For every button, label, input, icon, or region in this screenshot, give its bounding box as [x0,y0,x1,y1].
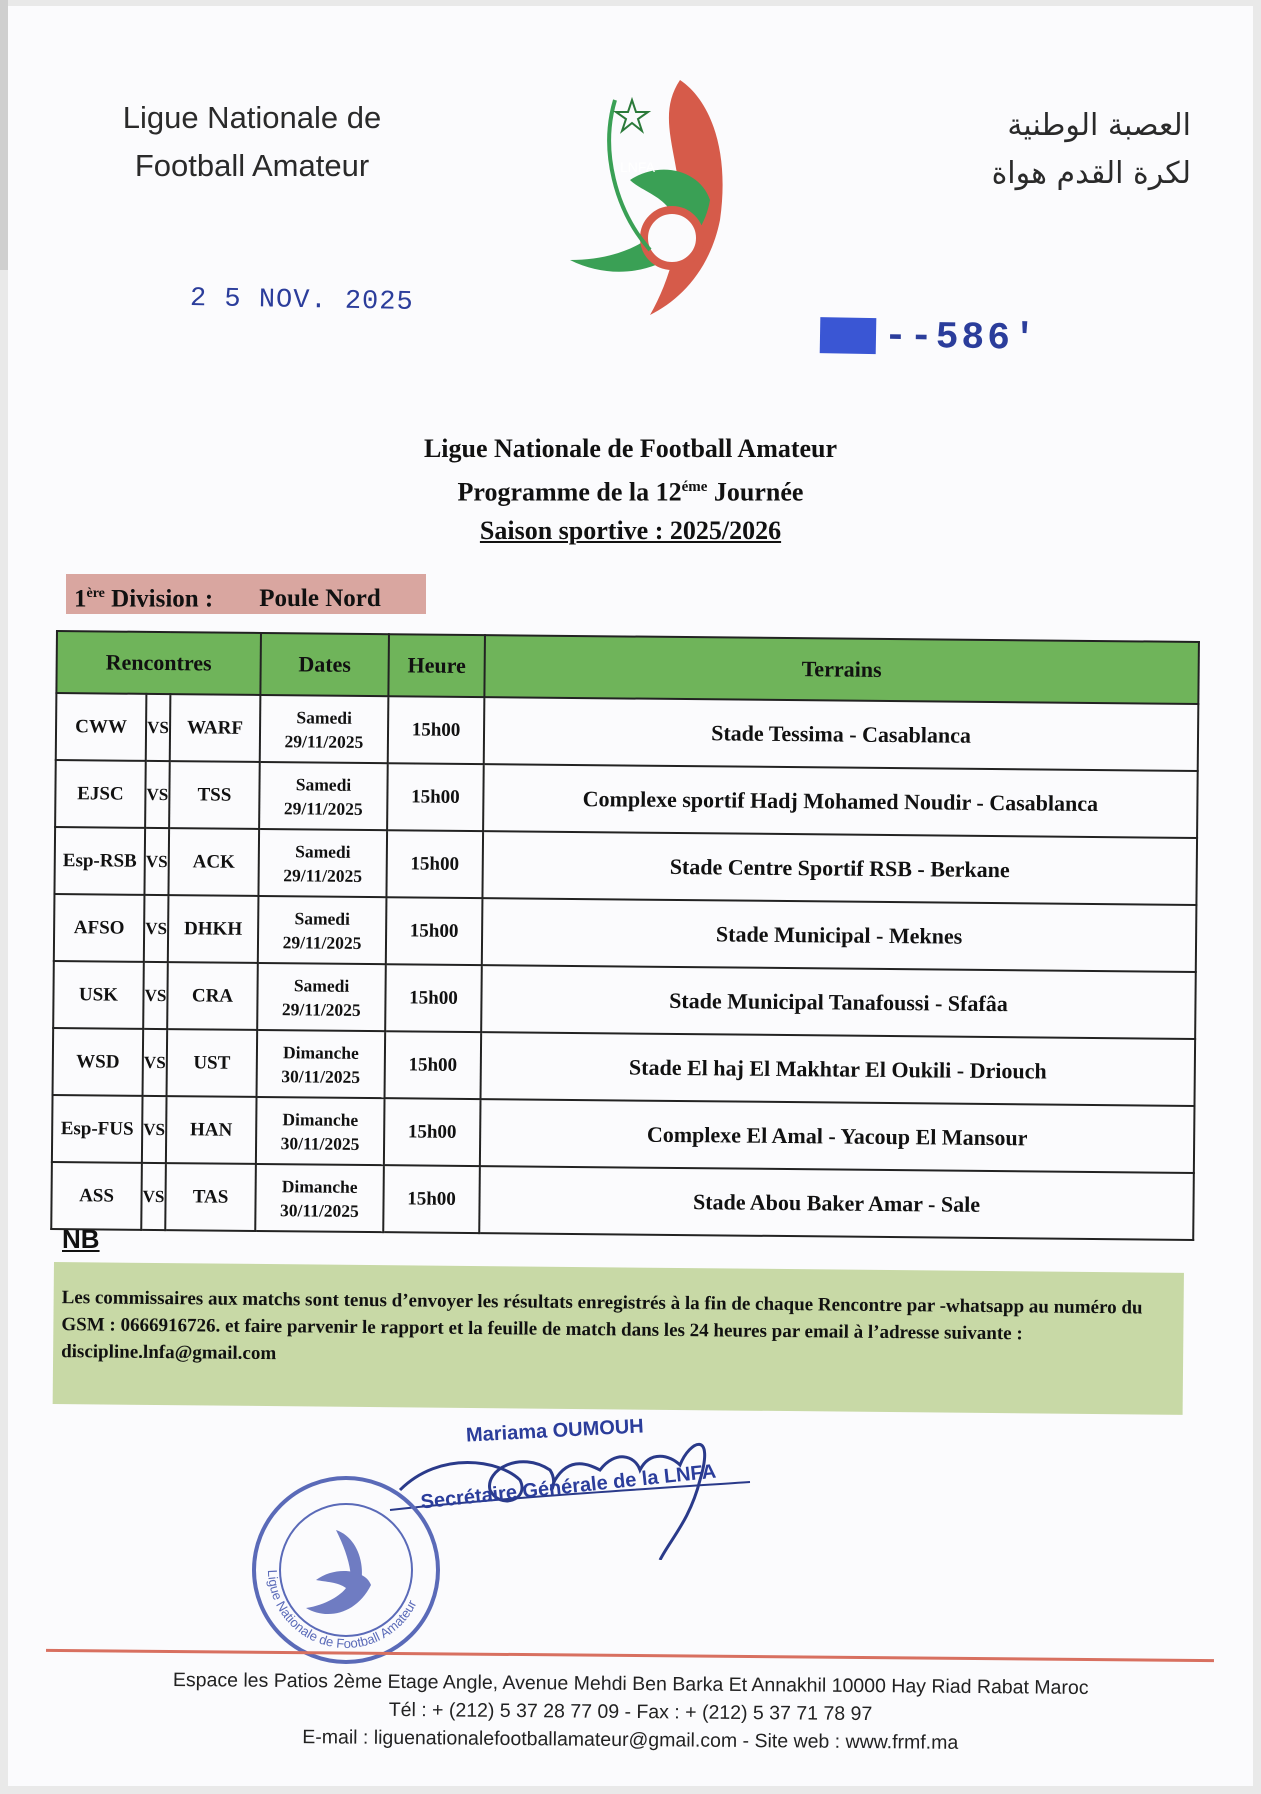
reference-number-text: --586' [883,315,1040,361]
document-title [0,430,1261,550]
match-date [259,762,388,830]
away-team: CRA [167,962,258,1030]
away-team: ACK [168,828,259,896]
match-date [255,1164,384,1232]
title-line1: Ligue Nationale de Football Amateur [423,434,838,463]
header-rencontres: Rencontres [56,631,261,695]
org-name-fr [92,94,412,190]
match-date-value: 30/11/2025 [281,1065,361,1087]
footer [0,1664,1261,1759]
table-row [52,1095,1195,1173]
title-line2-sup: éme [681,479,708,495]
away-team: HAN [166,1096,257,1164]
match-date [257,1030,386,1098]
vs-label: VS [144,828,169,895]
signatory-name: Mariama OUMOUH [465,1415,645,1447]
table-row [55,760,1198,838]
table-header-row [56,631,1199,704]
seal-text: Ligue Nationale de Football Amateur [264,1569,420,1652]
header-heure: Heure [388,634,485,697]
home-team: Esp-FUS [52,1095,143,1163]
match-day: Samedi [295,773,352,795]
header-terrains: Terrains [484,635,1199,704]
nb-note: Les commissaires aux matchs sont tenus d’envoyer les résultats enregistrés à la fin de chaque Rencontre par -whatsapp au numéro du GSM : 0666916726. et faire parvenir le rapport et la feuille de match dans les 24 heures par email à l’adresse suivante : discipline.lnfa@gmail.com [53,1262,1184,1415]
venue: Complexe El Amal - Yacoup El Mansour [480,1099,1195,1173]
kickoff-time: 15h00 [385,1031,482,1099]
vs-label: VS [141,1163,166,1230]
away-team: TSS [169,761,260,829]
org-name-ar [831,102,1191,198]
match-date [258,896,387,964]
home-team: CWW [56,693,147,761]
match-date-value: 29/11/2025 [281,998,361,1020]
vs-label: VS [143,1029,168,1096]
org-name-ar-line2: لكرة القدم هواة [991,156,1191,191]
ink-blot [820,317,877,354]
away-team: WARF [170,694,261,762]
table-row [56,693,1199,771]
reference-number [820,314,1040,361]
venue: Stade Abou Baker Amar - Sale [479,1166,1194,1240]
kickoff-time: 15h00 [385,964,482,1032]
footer-address: Espace les Patios 2ème Etage Angle, Avenue Mehdi Ben Barka Et Annakhil 10000 Hay Riad Rabat Maroc [172,1669,1089,1699]
footer-email: E-mail : liguenationalefootballamateur@gmail.com - Site web : www.frmf.ma [302,1726,959,1754]
match-date-value: 29/11/2025 [284,730,364,752]
scroll-edge [0,0,8,270]
venue: Stade El haj El Makhtar El Oukili - Driouch [481,1032,1196,1106]
org-name-fr-line2: Football Amateur [134,148,370,183]
official-seal-icon [246,1470,446,1670]
venue: Stade Centre Sportif RSB - Berkane [482,831,1197,905]
kickoff-time: 15h00 [388,696,485,764]
home-team: EJSC [55,760,146,828]
match-date [256,1097,385,1165]
division-num: 1 [74,585,87,613]
home-team: Esp-RSB [54,827,145,895]
lnfa-logo-icon [560,60,760,320]
vs-label: VS [142,1096,167,1163]
match-date-value: 29/11/2025 [283,797,363,819]
poule-label: Poule Nord [259,585,381,613]
match-date [260,695,389,763]
signatory-role: Secrétaire Générale de la LNFA [419,1460,718,1514]
vs-label: VS [144,895,169,962]
title-line2-pre: Programme de la 12 [457,477,682,507]
home-team: ASS [51,1162,142,1230]
org-name-fr-line1: Ligue Nationale de [122,100,382,135]
match-date [258,829,387,897]
table-row [54,894,1197,972]
table-row [51,1162,1194,1240]
away-team: UST [167,1029,258,1097]
match-day: Dimanche [282,1041,359,1063]
table-row [53,1028,1196,1106]
kickoff-time: 15h00 [386,830,483,898]
venue: Stade Municipal Tanafoussi - Sfafâa [481,965,1196,1039]
venue: Stade Municipal - Meknes [482,898,1197,972]
kickoff-time: 15h00 [387,763,484,831]
footer-phone: Tél : + (212) 5 37 28 77 09 - Fax : + (212) 5 37 71 78 97 [388,1698,873,1726]
match-day: Samedi [296,706,352,728]
away-team: DHKH [168,895,259,963]
home-team: WSD [53,1028,144,1096]
home-team: AFSO [54,894,145,962]
title-line2-post: Journée [707,477,804,507]
date-stamp: 2 5 NOV. 2025 [189,284,414,318]
match-day: Samedi [293,974,350,996]
match-day: Samedi [294,907,351,929]
division-text: Division : [104,585,214,613]
away-team: TAS [165,1163,256,1231]
match-date-value: 29/11/2025 [282,931,362,953]
header-dates: Dates [260,633,389,696]
table-row [54,827,1197,905]
title-line2 [0,468,1261,512]
match-day: Dimanche [282,1108,359,1130]
match-day: Dimanche [281,1175,358,1197]
match-date-value: 29/11/2025 [283,864,363,886]
vs-label: VS [143,962,168,1029]
fixtures-table [50,630,1200,1241]
match-day: Samedi [295,840,351,862]
logo-text: LNFA [620,159,656,175]
match-date-value: 30/11/2025 [280,1132,360,1154]
division-label [66,574,426,614]
venue: Complexe sportif Hadj Mohamed Noudir - Casablanca [483,764,1198,838]
kickoff-time: 15h00 [386,897,483,965]
table-row [53,961,1196,1039]
kickoff-time: 15h00 [384,1098,481,1166]
match-date-value: 30/11/2025 [279,1199,359,1221]
nb-label: NB [62,1224,100,1254]
org-name-ar-line1: العصبة الوطنية [1007,108,1191,143]
match-date [257,963,386,1031]
title-season: Saison sportive : 2025/2026 [479,515,782,545]
vs-label: VS [145,761,170,828]
kickoff-time: 15h00 [383,1165,480,1233]
vs-label: VS [146,694,171,761]
division-sup: ère [86,586,105,601]
venue: Stade Tessima - Casablanca [484,697,1199,771]
home-team: USK [53,961,144,1029]
